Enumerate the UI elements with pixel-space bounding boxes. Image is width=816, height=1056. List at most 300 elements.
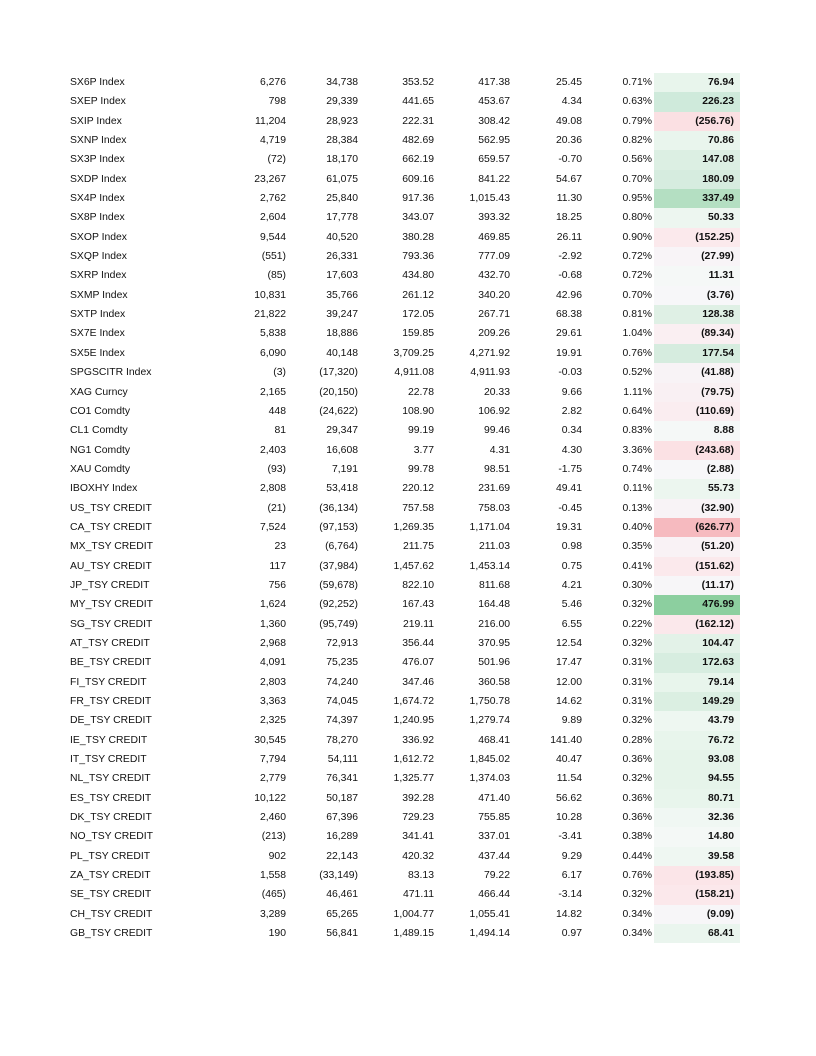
value-col-5-cell: 12.00 bbox=[555, 676, 582, 688]
value-col-4-cell: 758.03 bbox=[478, 502, 510, 514]
pnl-cell: 14.80 bbox=[654, 827, 740, 846]
percent-cell: 0.95% bbox=[622, 193, 652, 205]
percent-cell: 0.63% bbox=[622, 96, 652, 108]
pnl-cell: (3.76) bbox=[654, 286, 740, 305]
value-col-3-cell: 167.43 bbox=[402, 599, 434, 611]
value-col-2-cell: 53,418 bbox=[326, 483, 358, 495]
value-col-4-cell: 4,271.92 bbox=[469, 347, 510, 359]
value-col-4-cell: 337.01 bbox=[478, 831, 510, 843]
value-col-1-cell: (85) bbox=[267, 270, 286, 282]
value-col-5-cell: 141.40 bbox=[550, 734, 582, 746]
value-col-5-cell: -0.68 bbox=[558, 270, 582, 282]
table-row bbox=[66, 228, 740, 247]
value-col-3-cell: 336.92 bbox=[402, 734, 434, 746]
pnl-cell: 80.71 bbox=[654, 789, 740, 808]
value-col-2-cell: 34,738 bbox=[326, 77, 358, 88]
value-col-4-cell: 468.41 bbox=[478, 734, 510, 746]
instrument-name-cell: SX8P Index bbox=[70, 212, 125, 224]
value-col-1-cell: (21) bbox=[267, 502, 286, 514]
value-col-2-cell: 18,886 bbox=[326, 328, 358, 340]
pnl-cell: (51.20) bbox=[654, 537, 740, 556]
table-row bbox=[66, 402, 740, 421]
value-col-3-cell: 1,004.77 bbox=[393, 908, 434, 920]
pnl-cell: (41.88) bbox=[654, 363, 740, 382]
table-row bbox=[66, 344, 740, 363]
table-row bbox=[66, 170, 740, 189]
value-col-3-cell: 219.11 bbox=[402, 618, 434, 630]
instrument-name-cell: SX7E Index bbox=[70, 328, 125, 340]
value-col-1-cell: 7,524 bbox=[259, 521, 286, 533]
table-row bbox=[66, 673, 740, 692]
value-col-4-cell: 659.57 bbox=[478, 154, 510, 166]
value-col-2-cell: 72,913 bbox=[326, 637, 358, 649]
value-col-4-cell: 1,279.74 bbox=[469, 715, 510, 727]
value-col-1-cell: (72) bbox=[267, 154, 286, 166]
value-col-3-cell: 343.07 bbox=[402, 212, 434, 224]
instrument-name-cell: MY_TSY CREDIT bbox=[70, 599, 153, 611]
value-col-5-cell: 4.34 bbox=[561, 96, 582, 108]
pnl-cell: (152.25) bbox=[654, 228, 740, 247]
instrument-name-cell: CO1 Comdty bbox=[70, 405, 131, 417]
value-col-1-cell: 2,808 bbox=[259, 483, 286, 495]
value-col-1-cell: 23,267 bbox=[254, 173, 286, 185]
table-row bbox=[66, 421, 740, 440]
value-col-5-cell: 5.46 bbox=[561, 599, 582, 611]
table-row bbox=[66, 692, 740, 711]
table-row bbox=[66, 615, 740, 634]
value-col-5-cell: -2.92 bbox=[558, 251, 582, 263]
percent-cell: 3.36% bbox=[622, 444, 652, 456]
table-row bbox=[66, 866, 740, 885]
value-col-5-cell: 11.54 bbox=[556, 773, 582, 785]
value-col-5-cell: 12.54 bbox=[555, 637, 582, 649]
table-row bbox=[66, 441, 740, 460]
value-col-5-cell: 0.34 bbox=[561, 425, 582, 437]
instrument-name-cell: SXDP Index bbox=[70, 173, 127, 185]
pnl-cell: (110.69) bbox=[654, 402, 740, 421]
instrument-name-cell: SXRP Index bbox=[70, 270, 127, 282]
value-col-3-cell: 420.32 bbox=[402, 850, 434, 862]
instrument-name-cell: CL1 Comdty bbox=[70, 425, 128, 437]
value-col-5-cell: 19.31 bbox=[555, 521, 582, 533]
value-col-3-cell: 392.28 bbox=[402, 792, 434, 804]
instrument-name-cell: SXNP Index bbox=[70, 135, 127, 147]
value-col-1-cell: 23 bbox=[274, 541, 286, 553]
table-row bbox=[66, 576, 740, 595]
value-col-1-cell: (3) bbox=[273, 367, 286, 379]
percent-cell: 0.11% bbox=[623, 483, 652, 495]
value-col-4-cell: 98.51 bbox=[483, 463, 510, 475]
value-col-2-cell: (17,320) bbox=[319, 367, 358, 379]
percent-cell: 0.32% bbox=[622, 715, 652, 727]
value-col-3-cell: 83.13 bbox=[407, 870, 434, 882]
value-col-3-cell: 356.44 bbox=[402, 637, 434, 649]
value-col-4-cell: 469.85 bbox=[478, 231, 510, 243]
pnl-cell: 94.55 bbox=[654, 769, 740, 788]
instrument-name-cell: SXIP Index bbox=[70, 115, 122, 127]
percent-cell: 0.74% bbox=[622, 463, 652, 475]
value-col-1-cell: 2,803 bbox=[259, 676, 286, 688]
value-col-5-cell: 40.47 bbox=[555, 754, 582, 766]
value-col-3-cell: 4,911.08 bbox=[394, 367, 434, 379]
table-row bbox=[66, 112, 740, 131]
value-col-2-cell: (36,134) bbox=[319, 502, 358, 514]
value-col-2-cell: 40,520 bbox=[326, 231, 358, 243]
value-col-2-cell: 76,341 bbox=[326, 773, 358, 785]
value-col-5-cell: 68.38 bbox=[555, 309, 582, 321]
table-row bbox=[66, 769, 740, 788]
value-col-5-cell: 9.66 bbox=[561, 386, 582, 398]
table-row bbox=[66, 266, 740, 285]
value-col-2-cell: 28,384 bbox=[326, 135, 358, 147]
percent-cell: 0.76% bbox=[622, 347, 652, 359]
percent-cell: 0.32% bbox=[622, 599, 652, 611]
value-col-2-cell: (33,149) bbox=[319, 870, 358, 882]
value-col-5-cell: 9.29 bbox=[561, 850, 582, 862]
percent-cell: 0.22% bbox=[622, 618, 652, 630]
instrument-name-cell: CA_TSY CREDIT bbox=[70, 521, 152, 533]
value-col-3-cell: 471.11 bbox=[402, 889, 434, 901]
value-col-1-cell: 81 bbox=[274, 425, 286, 437]
value-col-3-cell: 220.12 bbox=[402, 483, 434, 495]
value-col-3-cell: 99.78 bbox=[407, 463, 434, 475]
value-col-5-cell: 56.62 bbox=[555, 792, 582, 804]
table-row bbox=[66, 518, 740, 537]
instrument-name-cell: SX4P Index bbox=[70, 193, 125, 205]
value-col-3-cell: 211.75 bbox=[402, 541, 434, 553]
pnl-cell: 476.99 bbox=[654, 595, 740, 614]
table-row bbox=[66, 924, 740, 943]
instrument-name-cell: SX6P Index bbox=[70, 77, 125, 88]
value-col-2-cell: 50,187 bbox=[326, 792, 358, 804]
table-row bbox=[66, 286, 740, 305]
value-col-1-cell: (93) bbox=[267, 463, 286, 475]
instrument-name-cell: ES_TSY CREDIT bbox=[70, 792, 152, 804]
value-col-2-cell: 26,331 bbox=[326, 251, 358, 263]
percent-cell: 0.79% bbox=[622, 115, 652, 127]
value-col-4-cell: 393.32 bbox=[478, 212, 510, 224]
value-col-2-cell: 7,191 bbox=[331, 463, 358, 475]
value-col-5-cell: 0.97 bbox=[561, 928, 582, 940]
value-col-4-cell: 79.22 bbox=[483, 870, 510, 882]
value-col-5-cell: 0.98 bbox=[561, 541, 582, 553]
percent-cell: 0.82% bbox=[622, 135, 652, 147]
percent-cell: 1.11% bbox=[623, 386, 652, 398]
value-col-1-cell: (213) bbox=[261, 831, 286, 843]
instrument-name-cell: NL_TSY CREDIT bbox=[70, 773, 151, 785]
value-col-2-cell: (97,153) bbox=[319, 521, 358, 533]
value-col-5-cell: 20.36 bbox=[555, 135, 582, 147]
pnl-cell: (256.76) bbox=[654, 112, 740, 131]
value-col-5-cell: 2.82 bbox=[561, 405, 582, 417]
percent-cell: 0.32% bbox=[622, 889, 652, 901]
value-col-2-cell: 54,111 bbox=[327, 754, 358, 766]
instrument-name-cell: DE_TSY CREDIT bbox=[70, 715, 152, 727]
percent-cell: 0.80% bbox=[622, 212, 652, 224]
instrument-name-cell: SE_TSY CREDIT bbox=[70, 889, 152, 901]
value-col-5-cell: -3.14 bbox=[558, 889, 582, 901]
value-col-1-cell: 2,325 bbox=[259, 715, 286, 727]
value-col-2-cell: 61,075 bbox=[326, 173, 358, 185]
value-col-1-cell: 2,460 bbox=[259, 812, 286, 824]
pnl-cell: 226.23 bbox=[654, 92, 740, 111]
value-col-5-cell: -0.70 bbox=[558, 154, 582, 166]
table-row bbox=[66, 634, 740, 653]
value-col-5-cell: 54.67 bbox=[555, 173, 582, 185]
value-col-2-cell: (24,622) bbox=[319, 405, 358, 417]
value-col-4-cell: 267.71 bbox=[478, 309, 510, 321]
percent-cell: 0.81% bbox=[622, 309, 652, 321]
percent-cell: 0.56% bbox=[622, 154, 652, 166]
value-col-4-cell: 501.96 bbox=[478, 657, 510, 669]
pnl-cell: 55.73 bbox=[654, 479, 740, 498]
value-col-1-cell: 190 bbox=[268, 928, 286, 940]
instrument-name-cell: BE_TSY CREDIT bbox=[70, 657, 152, 669]
value-col-3-cell: 662.19 bbox=[402, 154, 434, 166]
percent-cell: 0.71% bbox=[622, 77, 652, 88]
instrument-name-cell: SX3P Index bbox=[70, 154, 125, 166]
value-col-4-cell: 437.44 bbox=[478, 850, 510, 862]
value-col-5-cell: 4.21 bbox=[561, 579, 582, 591]
value-col-1-cell: 1,360 bbox=[259, 618, 286, 630]
value-col-1-cell: 756 bbox=[268, 579, 286, 591]
table-row bbox=[66, 750, 740, 769]
value-col-2-cell: (20,150) bbox=[319, 386, 358, 398]
value-col-5-cell: 42.96 bbox=[555, 289, 582, 301]
percent-cell: 0.72% bbox=[622, 270, 652, 282]
value-col-2-cell: 16,608 bbox=[326, 444, 358, 456]
value-col-1-cell: 117 bbox=[269, 560, 286, 572]
value-col-4-cell: 811.68 bbox=[478, 579, 510, 591]
percent-cell: 0.64% bbox=[622, 405, 652, 417]
instrument-name-cell: NO_TSY CREDIT bbox=[70, 831, 153, 843]
instrument-name-cell: AU_TSY CREDIT bbox=[70, 560, 152, 572]
value-col-3-cell: 1,674.72 bbox=[393, 696, 434, 707]
value-col-5-cell: 0.75 bbox=[561, 560, 582, 572]
value-col-4-cell: 1,374.03 bbox=[469, 773, 510, 785]
value-col-2-cell: 22,143 bbox=[326, 850, 358, 862]
value-col-3-cell: 172.05 bbox=[402, 309, 434, 321]
value-col-4-cell: 209.26 bbox=[478, 328, 510, 340]
value-col-2-cell: 16,289 bbox=[326, 831, 358, 843]
value-col-3-cell: 793.36 bbox=[402, 251, 434, 263]
pnl-cell: 79.14 bbox=[654, 673, 740, 692]
value-col-3-cell: 341.41 bbox=[402, 831, 434, 843]
value-col-1-cell: 6,276 bbox=[259, 77, 286, 88]
value-col-5-cell: 18.25 bbox=[555, 212, 582, 224]
instrument-name-cell: US_TSY CREDIT bbox=[70, 502, 152, 514]
percent-cell: 0.44% bbox=[622, 850, 652, 862]
percent-cell: 0.90% bbox=[622, 231, 652, 243]
table-row bbox=[66, 827, 740, 846]
table-row bbox=[66, 73, 740, 92]
value-col-4-cell: 841.22 bbox=[478, 173, 510, 185]
instrument-name-cell: PL_TSY CREDIT bbox=[70, 850, 151, 862]
value-col-2-cell: 78,270 bbox=[326, 734, 358, 746]
value-col-3-cell: 1,612.72 bbox=[393, 754, 434, 766]
value-col-1-cell: 2,779 bbox=[259, 773, 286, 785]
value-col-3-cell: 159.85 bbox=[402, 328, 434, 340]
value-col-4-cell: 360.58 bbox=[478, 676, 510, 688]
pnl-cell: 93.08 bbox=[654, 750, 740, 769]
pnl-cell: 8.88 bbox=[654, 421, 740, 440]
table-row bbox=[66, 885, 740, 904]
percent-cell: 0.40% bbox=[622, 521, 652, 533]
instrument-name-cell: SXOP Index bbox=[70, 231, 127, 243]
value-col-2-cell: 18,170 bbox=[326, 154, 358, 166]
instrument-name-cell: MX_TSY CREDIT bbox=[70, 541, 153, 553]
pnl-cell: (11.17) bbox=[654, 576, 740, 595]
table-row bbox=[66, 557, 740, 576]
percent-cell: 0.52% bbox=[622, 367, 652, 379]
table-row bbox=[66, 789, 740, 808]
instrument-name-cell: GB_TSY CREDIT bbox=[70, 928, 153, 940]
value-col-4-cell: 216.00 bbox=[478, 618, 510, 630]
value-col-2-cell: 74,240 bbox=[326, 676, 358, 688]
value-col-3-cell: 609.16 bbox=[402, 173, 434, 185]
value-col-4-cell: 99.46 bbox=[483, 425, 510, 437]
value-col-3-cell: 1,489.15 bbox=[393, 928, 434, 940]
value-col-5-cell: -3.41 bbox=[558, 831, 582, 843]
value-col-5-cell: 49.41 bbox=[555, 483, 582, 495]
pnl-cell: 180.09 bbox=[654, 170, 740, 189]
value-col-4-cell: 1,494.14 bbox=[469, 928, 510, 940]
pnl-cell: (2.88) bbox=[654, 460, 740, 479]
value-col-4-cell: 1,055.41 bbox=[469, 908, 510, 920]
value-col-4-cell: 4.31 bbox=[489, 444, 510, 456]
value-col-4-cell: 1,750.78 bbox=[469, 696, 510, 707]
value-col-4-cell: 164.48 bbox=[478, 599, 510, 611]
pnl-cell: 128.38 bbox=[654, 305, 740, 324]
value-col-1-cell: 4,719 bbox=[259, 135, 286, 147]
table-row bbox=[66, 905, 740, 924]
value-col-3-cell: 222.31 bbox=[402, 115, 434, 127]
value-col-1-cell: 11,204 bbox=[254, 115, 286, 127]
value-col-5-cell: 26.11 bbox=[556, 231, 582, 243]
percent-cell: 1.04% bbox=[622, 328, 652, 340]
value-col-1-cell: 798 bbox=[268, 96, 286, 108]
pnl-cell: (193.85) bbox=[654, 866, 740, 885]
data-table bbox=[66, 73, 740, 943]
value-col-3-cell: 476.07 bbox=[402, 657, 434, 669]
instrument-name-cell: CH_TSY CREDIT bbox=[70, 908, 153, 920]
value-col-1-cell: 30,545 bbox=[254, 734, 286, 746]
value-col-4-cell: 417.38 bbox=[478, 77, 510, 88]
value-col-4-cell: 20.33 bbox=[483, 386, 510, 398]
value-col-3-cell: 822.10 bbox=[402, 579, 434, 591]
table-row bbox=[66, 847, 740, 866]
value-col-1-cell: 2,403 bbox=[259, 444, 286, 456]
pnl-cell: (158.21) bbox=[654, 885, 740, 904]
value-col-2-cell: (59,678) bbox=[319, 579, 358, 591]
instrument-name-cell: FI_TSY CREDIT bbox=[70, 676, 147, 688]
value-col-1-cell: 3,289 bbox=[259, 908, 286, 920]
value-col-4-cell: 471.40 bbox=[478, 792, 510, 804]
value-col-4-cell: 1,171.04 bbox=[469, 521, 510, 533]
instrument-name-cell: SXTP Index bbox=[70, 309, 126, 321]
value-col-3-cell: 380.28 bbox=[402, 231, 434, 243]
value-col-4-cell: 1,015.43 bbox=[469, 193, 510, 205]
value-col-1-cell: 1,558 bbox=[259, 870, 286, 882]
instrument-name-cell: ZA_TSY CREDIT bbox=[70, 870, 151, 882]
value-col-5-cell: 10.28 bbox=[555, 812, 582, 824]
pnl-cell: (243.68) bbox=[654, 441, 740, 460]
percent-cell: 0.32% bbox=[622, 773, 652, 785]
value-col-5-cell: 11.30 bbox=[556, 193, 582, 205]
value-col-4-cell: 466.44 bbox=[478, 889, 510, 901]
value-col-4-cell: 211.03 bbox=[478, 541, 510, 553]
value-col-2-cell: 17,778 bbox=[326, 212, 358, 224]
value-col-3-cell: 482.69 bbox=[402, 135, 434, 147]
value-col-5-cell: 19.91 bbox=[555, 347, 582, 359]
percent-cell: 0.31% bbox=[622, 657, 652, 669]
value-col-5-cell: 6.17 bbox=[561, 870, 582, 882]
value-col-2-cell: 67,396 bbox=[326, 812, 358, 824]
pnl-cell: (89.34) bbox=[654, 324, 740, 343]
pnl-cell: 32.36 bbox=[654, 808, 740, 827]
value-col-2-cell: 39,247 bbox=[326, 309, 358, 321]
value-col-2-cell: 29,347 bbox=[326, 425, 358, 437]
table-row bbox=[66, 460, 740, 479]
value-col-3-cell: 347.46 bbox=[402, 676, 434, 688]
value-col-3-cell: 917.36 bbox=[402, 193, 434, 205]
value-col-3-cell: 353.52 bbox=[402, 77, 434, 88]
percent-cell: 0.36% bbox=[622, 812, 652, 824]
value-col-2-cell: 56,841 bbox=[326, 928, 358, 940]
pnl-cell: (79.75) bbox=[654, 383, 740, 402]
value-col-2-cell: 29,339 bbox=[326, 96, 358, 108]
value-col-3-cell: 757.58 bbox=[402, 502, 434, 514]
percent-cell: 0.38% bbox=[622, 831, 652, 843]
value-col-4-cell: 106.92 bbox=[478, 405, 510, 417]
value-col-1-cell: 2,165 bbox=[259, 386, 286, 398]
value-col-5-cell: 29.61 bbox=[555, 328, 582, 340]
value-col-4-cell: 1,845.02 bbox=[469, 754, 510, 766]
percent-cell: 0.13% bbox=[622, 502, 652, 514]
percent-cell: 0.35% bbox=[622, 541, 652, 553]
instrument-name-cell: SXEP Index bbox=[70, 96, 126, 108]
percent-cell: 0.36% bbox=[622, 754, 652, 766]
table-row bbox=[66, 305, 740, 324]
percent-cell: 0.70% bbox=[622, 289, 652, 301]
instrument-name-cell: IE_TSY CREDIT bbox=[70, 734, 148, 746]
value-col-5-cell: 25.45 bbox=[555, 77, 582, 88]
instrument-name-cell: XAG Curncy bbox=[70, 386, 128, 398]
pnl-cell: 147.08 bbox=[654, 150, 740, 169]
instrument-name-cell: JP_TSY CREDIT bbox=[70, 579, 150, 591]
value-col-3-cell: 1,457.62 bbox=[393, 560, 434, 572]
value-col-4-cell: 231.69 bbox=[478, 483, 510, 495]
table-row bbox=[66, 653, 740, 672]
instrument-name-cell: SXQP Index bbox=[70, 251, 127, 263]
value-col-3-cell: 1,269.35 bbox=[393, 521, 434, 533]
value-col-3-cell: 108.90 bbox=[402, 405, 434, 417]
pnl-cell: (162.12) bbox=[654, 615, 740, 634]
percent-cell: 0.72% bbox=[622, 251, 652, 263]
pnl-cell: (9.09) bbox=[654, 905, 740, 924]
percent-cell: 0.41% bbox=[622, 560, 652, 572]
value-col-4-cell: 453.67 bbox=[478, 96, 510, 108]
pnl-cell: (32.90) bbox=[654, 499, 740, 518]
pnl-cell: (27.99) bbox=[654, 247, 740, 266]
table-row bbox=[66, 208, 740, 227]
pnl-cell: 68.41 bbox=[654, 924, 740, 943]
pnl-cell: 337.49 bbox=[654, 189, 740, 208]
value-col-5-cell: 49.08 bbox=[555, 115, 582, 127]
instrument-name-cell: XAU Comdty bbox=[70, 463, 131, 475]
table-row bbox=[66, 479, 740, 498]
value-col-4-cell: 1,453.14 bbox=[469, 560, 510, 572]
